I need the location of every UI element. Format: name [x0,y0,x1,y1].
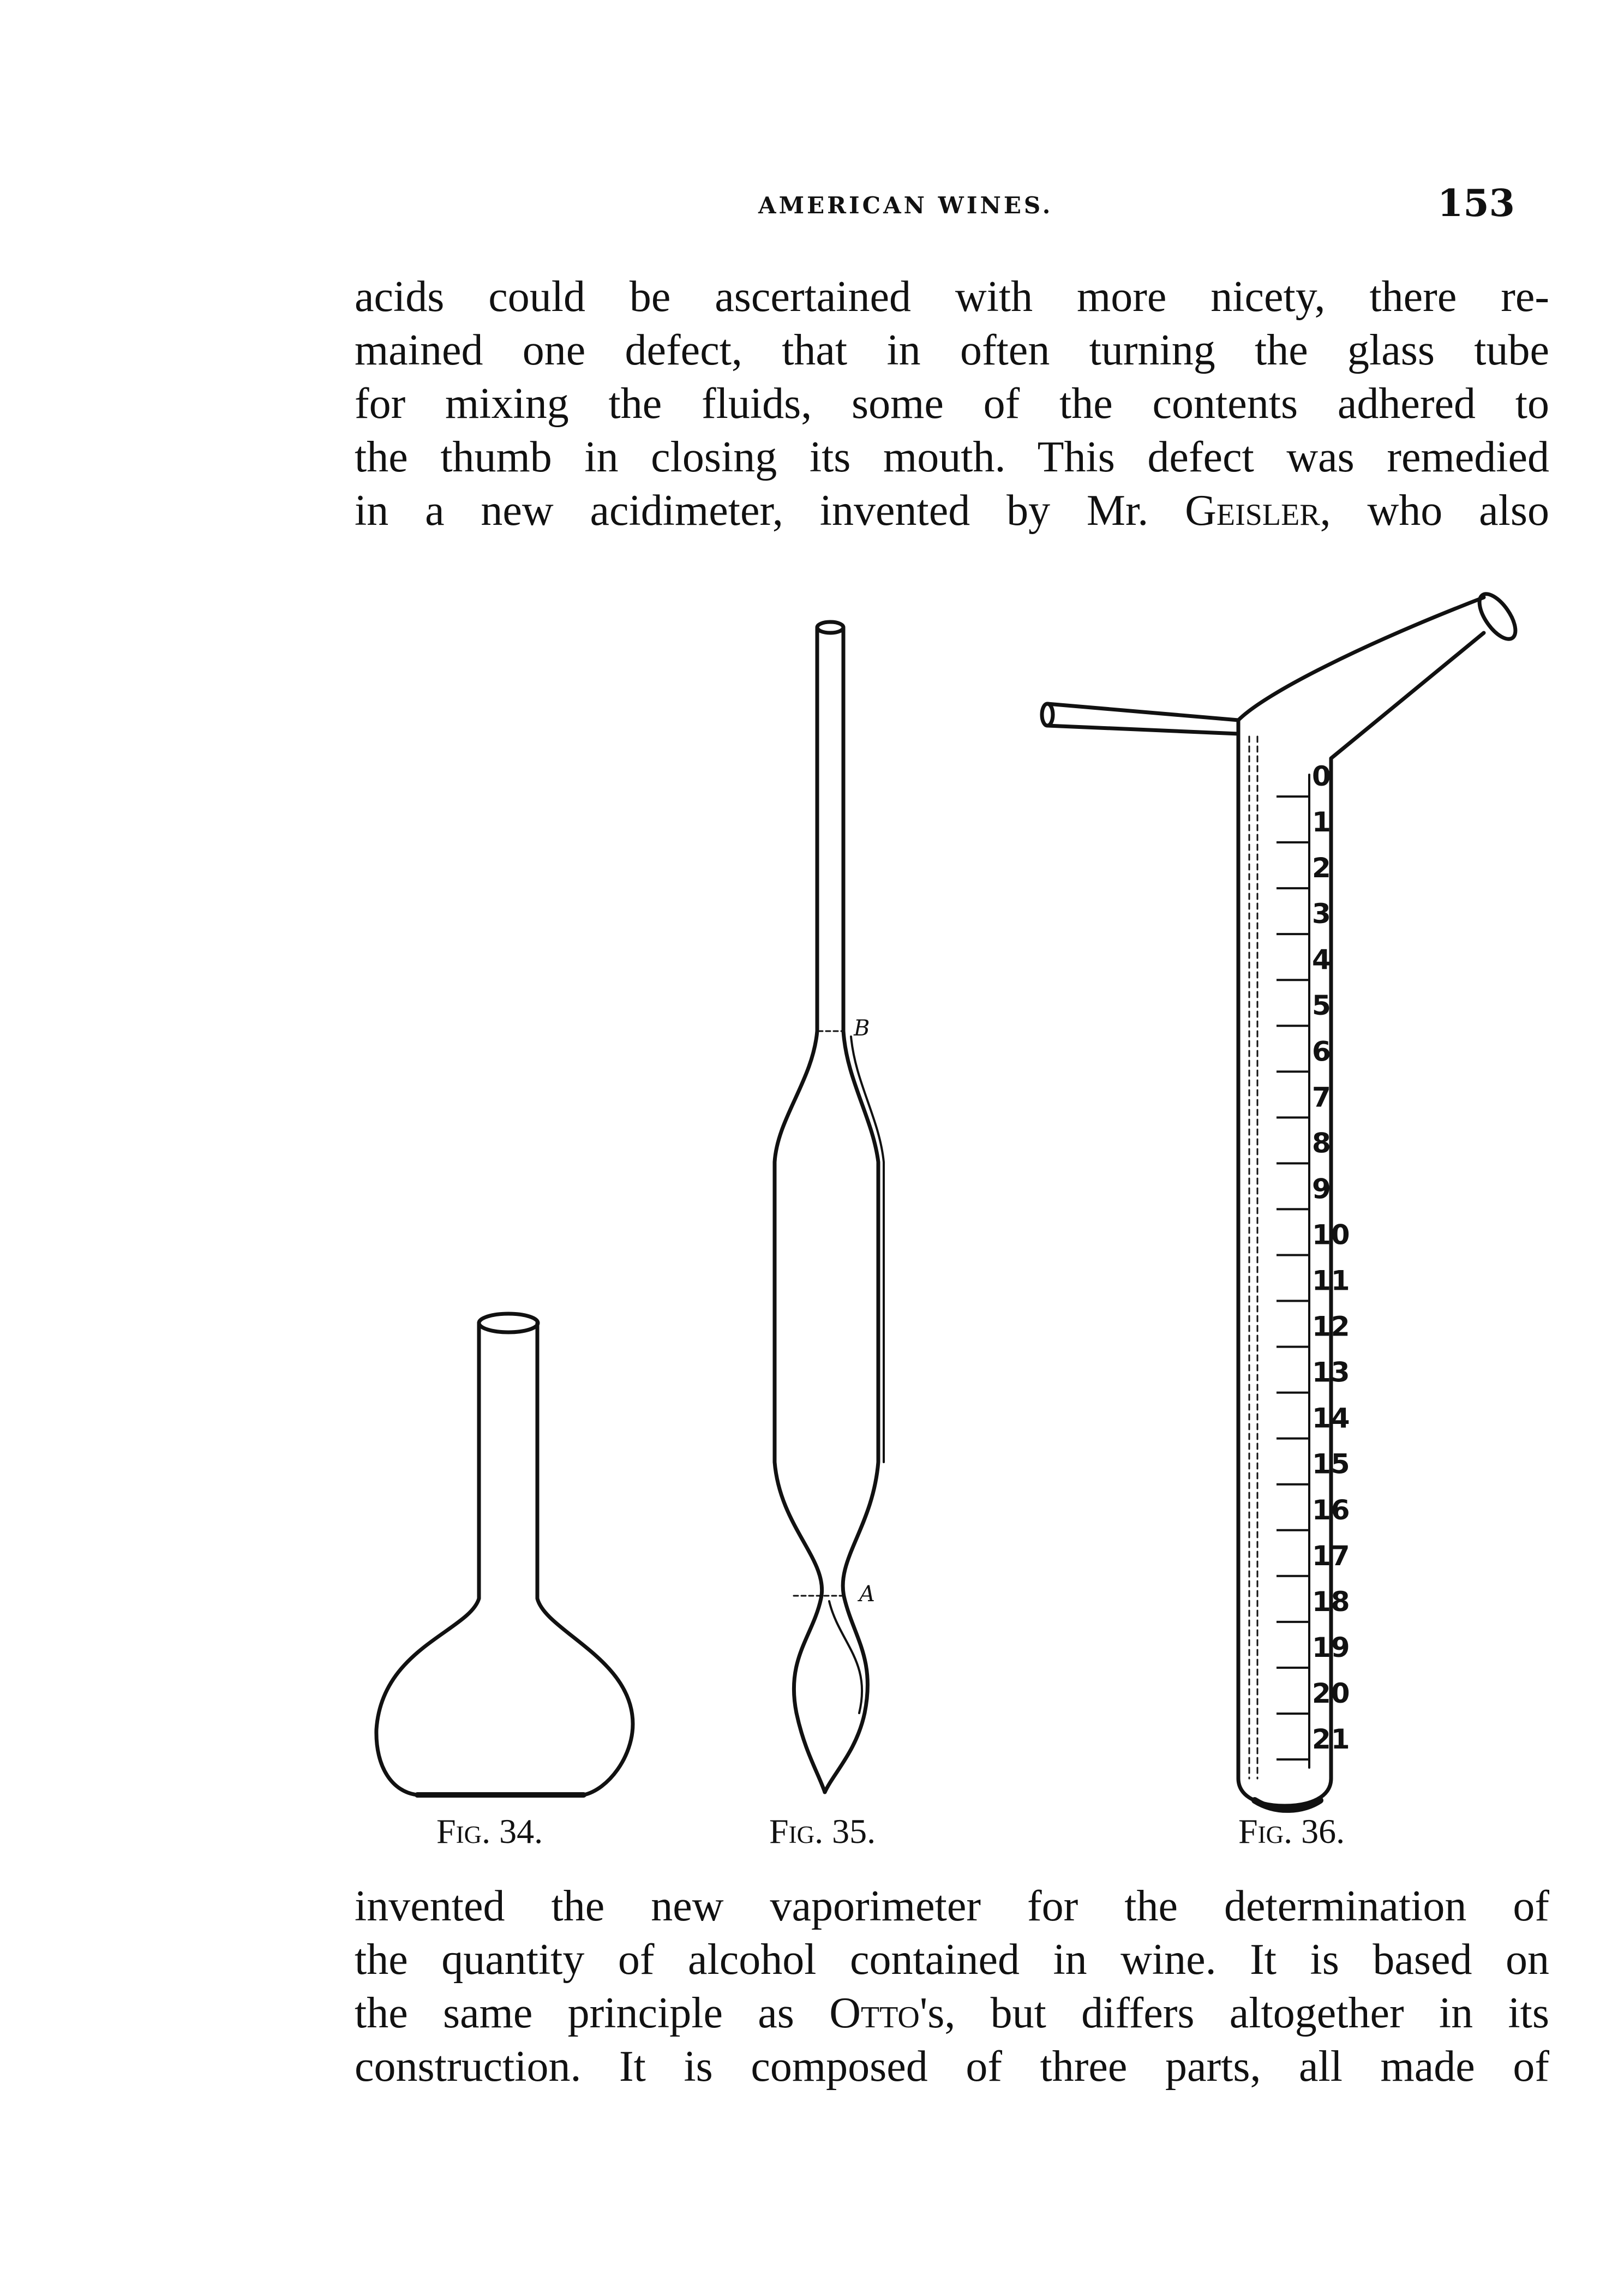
scale-label: 5 [1312,990,1331,1022]
text-line: invented the new vaporimeter for the determination of [355,1882,1549,1930]
page-number: 153 [1437,182,1515,225]
scale-label: 4 [1312,944,1331,976]
scale-label: 18 [1312,1585,1350,1618]
scale-label: 13 [1312,1356,1350,1388]
scale-label: 14 [1312,1402,1350,1434]
text-line [355,1986,1549,2040]
flask-illustration [376,1314,633,1795]
tube-scale [1277,761,1350,1759]
scale-label: 7 [1312,1081,1331,1113]
mark-b-label: B [854,1016,870,1041]
text-run: in a new acidimeter, invented by Mr. [355,487,1185,535]
text-run: , who also [1320,487,1549,535]
scale-label: 11 [1312,1265,1350,1297]
scale-label: 6 [1312,1035,1331,1068]
scale-label: 0 [1312,761,1331,792]
text-line: construction. It is composed of three parts, all made of [355,2043,1549,2091]
scale-label: 2 [1312,852,1331,884]
text-line: for mixing the fluids, some of the contents adhered to [355,380,1549,428]
scale-label: 10 [1312,1219,1350,1251]
person-name: Otto [829,1989,920,2037]
scale-label: 3 [1312,898,1331,930]
graduated-tube-illustration [1042,588,1523,1810]
figure-34-caption: Fig. 34. [436,1812,543,1851]
scale-label: 12 [1312,1310,1350,1343]
text-run: the same principle as [355,1989,830,2037]
scale-label: 8 [1312,1127,1331,1159]
text-line: acids could be ascertained with more nicety, there re- [355,273,1549,321]
scale-label: 19 [1312,1631,1350,1663]
pipette-illustration [775,622,884,1792]
scale-label: 20 [1312,1677,1350,1709]
figure-35-caption: Fig. 35. [769,1812,876,1851]
text-line: the quantity of alcohol contained in wine. It is based on [355,1936,1549,1984]
scale-label: 9 [1312,1173,1331,1205]
mark-a-label: A [859,1582,875,1607]
scale-label: 15 [1312,1448,1350,1480]
scale-label: 17 [1312,1540,1350,1572]
person-name: Geisler [1185,487,1320,535]
text-run: 's, but differs altogether in its [919,1989,1549,2037]
running-title: AMERICAN WINES. [758,192,1053,219]
bottom-paragraph [355,1879,1549,2093]
scale-label: 16 [1312,1494,1350,1526]
scale-label: 1 [1312,806,1331,839]
text-line: the thumb in closing its mouth. This defect was remedied [355,433,1549,481]
figure-36-caption: Fig. 36. [1238,1812,1345,1851]
text-line: mained one defect, that in often turning the glass tube [355,326,1549,374]
scale-label: 21 [1312,1723,1350,1755]
